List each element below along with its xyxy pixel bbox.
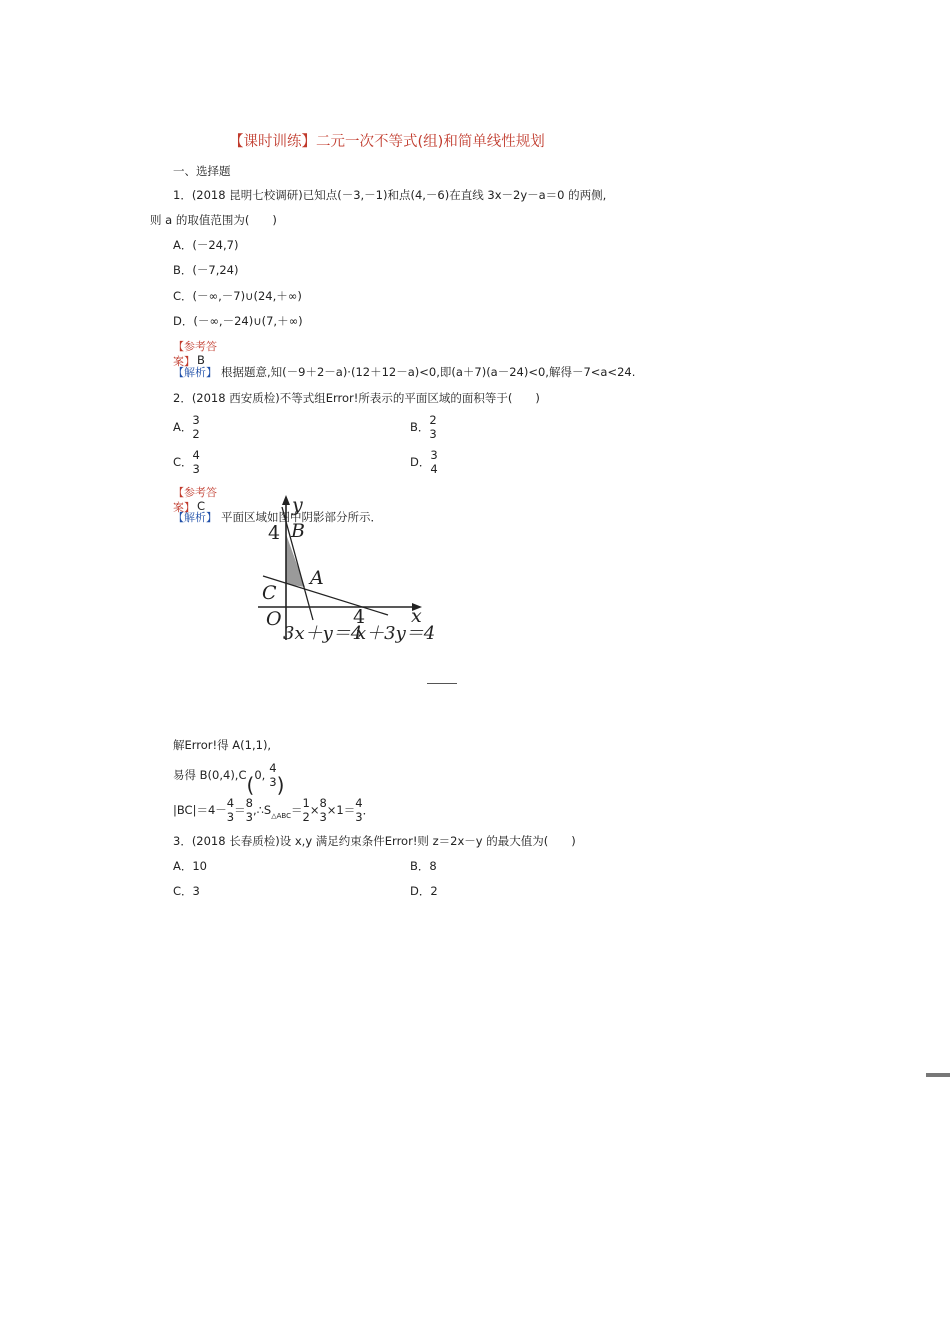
y-tick-4: 4 — [268, 522, 281, 544]
fraction — [246, 796, 253, 825]
q2-analysis: 平面区域如图中阴影部分所示． — [221, 510, 382, 524]
divider — [427, 683, 457, 684]
fraction-denominator: 2 — [302, 810, 310, 825]
fraction-numerator: 4 — [355, 796, 363, 810]
point-a-label: A — [310, 567, 324, 589]
q1-analysis: 根据题意,知(－9＋2－a)·(12＋12－a)<0,即(a＋7)(a－24)<0,解得－7<a<24. — [221, 365, 636, 379]
point-c-label: C — [262, 582, 277, 604]
fraction-numerator: 4 — [226, 796, 235, 810]
page-title: 【课时训练】二元一次不等式(组)和简单线性规划 — [229, 134, 545, 150]
fraction-numerator: 8 — [319, 796, 327, 810]
page-edge-mark — [926, 1073, 950, 1077]
q3-option-a: A．10 — [173, 859, 208, 873]
fraction — [302, 796, 309, 825]
q2-answer-label-2: 案】 — [173, 501, 195, 514]
q2-option-d-label: D． — [410, 454, 431, 469]
q1-stem-line1: 1．(2018 昆明七校调研)已知点(－3,－1)和点(4,－6)在直线 3x－2y－a＝0 的两侧, — [173, 188, 607, 202]
q2-option-a-label: A． — [173, 419, 193, 434]
q2-option-d-fraction — [430, 448, 437, 477]
fraction-denominator: 3 — [245, 810, 253, 825]
fraction-numerator: 4 — [192, 448, 200, 462]
region-figure — [255, 492, 435, 644]
x-tick-4: 4 — [353, 606, 366, 628]
fraction-numerator: 4 — [269, 761, 277, 775]
subscript: △ABC — [271, 811, 291, 820]
left-paren: ( — [246, 773, 255, 798]
q2-answer: C — [197, 499, 206, 513]
q3-option-b: B．8 — [410, 859, 437, 873]
solution-text: ． — [362, 802, 375, 817]
q2-option-d — [410, 448, 438, 477]
q2-option-b-fraction — [429, 413, 436, 442]
q3-option-c: C．3 — [173, 884, 200, 898]
fraction-numerator: 2 — [429, 413, 437, 427]
fraction-numerator: 3 — [430, 448, 438, 462]
solution-text: ×1＝ — [326, 802, 356, 817]
q1-answer: B — [197, 353, 205, 367]
solution-text: |BC|＝4－ — [173, 802, 227, 817]
fraction-numerator: 1 — [302, 796, 310, 810]
q3-stem: 3．(2018 长春质检)设 x,y 满足约束条件Error!则 z＝2x－y 的最大值为( ) — [173, 834, 576, 848]
solution-text: ＝ — [234, 802, 246, 817]
q2-option-c — [173, 448, 200, 477]
q2-option-c-fraction — [193, 448, 200, 477]
fraction-denominator: 3 — [269, 775, 277, 790]
q1-answer-label-2: 案】 — [173, 355, 195, 368]
origin-label: O — [266, 608, 282, 630]
q2-analysis-label: 【解析】 — [173, 511, 217, 524]
y-axis-arrow-icon — [282, 495, 290, 505]
solution-text: 0, — [254, 767, 266, 782]
q3-option-d: D．2 — [410, 884, 438, 898]
q2-option-c-label: C． — [173, 454, 193, 469]
fraction-numerator: 8 — [245, 796, 253, 810]
fraction — [319, 796, 326, 825]
q1-option-a: A．(－24,7) — [173, 238, 239, 252]
fraction — [269, 761, 276, 790]
fraction-denominator: 3 — [319, 810, 327, 825]
fraction-denominator: 3 — [226, 810, 235, 825]
solution-text: 易得 B(0,4),C — [173, 767, 247, 782]
fraction-denominator: 3 — [429, 427, 437, 442]
q1-answer-label-1: 【参考答 — [173, 340, 217, 353]
solution-text: ＝ — [290, 802, 303, 817]
q1-option-d: D．(－∞,－24)∪(7,＋∞) — [173, 314, 303, 328]
solution-text: ,∴S — [252, 802, 272, 817]
q2-solution-line2 — [173, 761, 285, 798]
q2-option-a-fraction — [192, 413, 199, 442]
y-axis-label: y — [292, 494, 303, 516]
q2-option-a — [173, 413, 200, 442]
point-b-label: B — [291, 520, 305, 542]
q2-option-b — [410, 413, 437, 442]
line-x-plus-3y — [263, 576, 388, 615]
line2-label: x＋3y＝4 — [356, 623, 435, 644]
fraction — [355, 796, 362, 825]
fraction-denominator: 4 — [430, 462, 438, 477]
q2-solution-line1: 解Error!得 A(1,1), — [173, 738, 272, 752]
fraction-numerator: 3 — [192, 413, 200, 427]
q1-analysis-label: 【解析】 — [173, 366, 217, 379]
right-paren: ) — [276, 773, 285, 798]
line1-label: 3x＋y＝4 — [283, 623, 363, 644]
q2-option-b-label: B． — [410, 419, 430, 434]
q1-option-c: C．(－∞,－7)∪(24,＋∞) — [173, 289, 302, 303]
section-heading: 一、选择题 — [173, 164, 231, 178]
solution-text: × — [309, 802, 320, 817]
fraction-denominator: 3 — [355, 810, 363, 825]
x-axis-label: x — [411, 605, 422, 627]
q1-option-b: B．(－7,24) — [173, 263, 239, 277]
q2-answer-label-1: 【参考答 — [173, 486, 217, 499]
fraction-denominator: 2 — [192, 427, 200, 442]
q2-stem: 2．(2018 西安质检)不等式组Error!所表示的平面区域的面积等于( ) — [173, 391, 540, 405]
fraction-denominator: 3 — [192, 462, 200, 477]
q2-solution-line3 — [173, 796, 374, 825]
q1-stem-line2: 则 a 的取值范围为( ) — [150, 213, 277, 227]
